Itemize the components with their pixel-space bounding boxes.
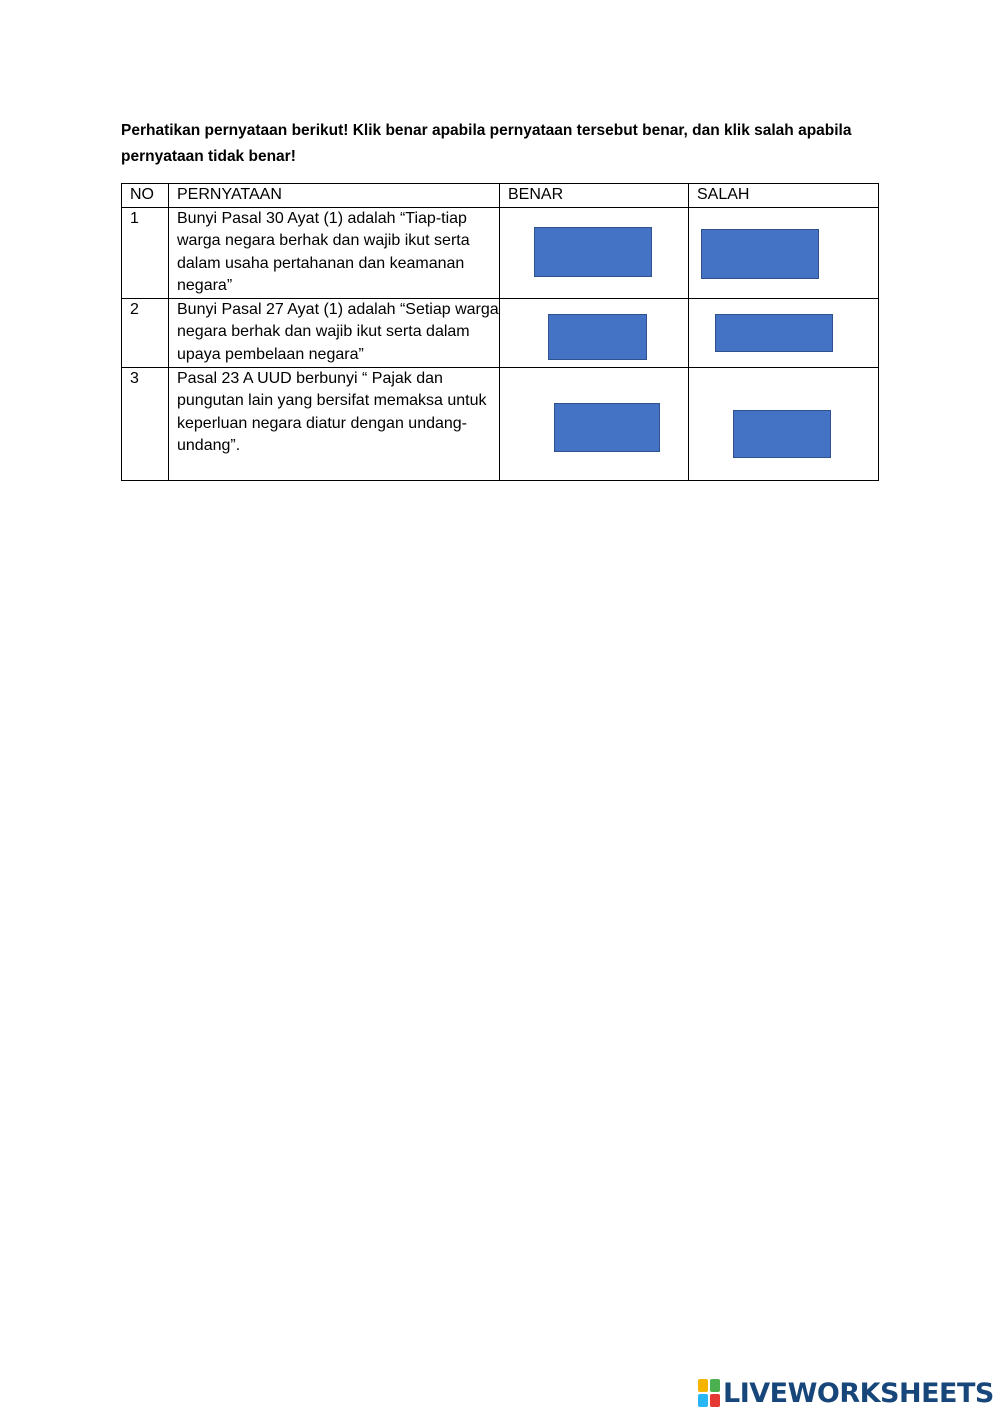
instruction-text: Perhatikan pernyataan berikut! Klik benar apabila pernyataan tersebut benar, dan klik salah apabila pernyataan tidak benar! bbox=[121, 122, 852, 165]
true-cell bbox=[500, 367, 689, 480]
false-answer-box[interactable] bbox=[715, 314, 833, 352]
false-cell bbox=[689, 367, 879, 480]
statement-text: Pasal 23 A UUD berbunyi “ Pajak dan pungutan lain yang bersifat memaksa untuk keperluan negara diatur dengan undang-undang”. bbox=[169, 367, 500, 480]
table-header-row bbox=[122, 184, 879, 208]
statement-text: Bunyi Pasal 30 Ayat (1) adalah “Tiap-tiap warga negara berhak dan wajib ikut serta dalam usaha pertahanan dan keamanan negara” bbox=[169, 207, 500, 298]
header-false: SALAH bbox=[689, 184, 879, 208]
false-answer-box[interactable] bbox=[733, 410, 831, 458]
false-cell bbox=[689, 207, 879, 298]
statement-table bbox=[121, 183, 879, 481]
logo-text: LIVEWORKSHEETS bbox=[723, 1377, 994, 1409]
true-cell bbox=[500, 298, 689, 367]
table-row bbox=[122, 207, 879, 298]
table-row bbox=[122, 298, 879, 367]
liveworksheets-logo-icon bbox=[698, 1379, 720, 1407]
true-answer-box[interactable] bbox=[548, 314, 647, 360]
header-statement: PERNYATAAN bbox=[169, 184, 500, 208]
liveworksheets-logo bbox=[698, 1377, 994, 1409]
false-answer-box[interactable] bbox=[701, 229, 819, 279]
false-cell bbox=[689, 298, 879, 367]
table-row bbox=[122, 367, 879, 480]
true-cell bbox=[500, 207, 689, 298]
row-number: 2 bbox=[122, 298, 169, 367]
row-number: 3 bbox=[122, 367, 169, 480]
row-number: 1 bbox=[122, 207, 169, 298]
header-no: NO bbox=[122, 184, 169, 208]
true-answer-box[interactable] bbox=[534, 227, 652, 277]
header-true: BENAR bbox=[500, 184, 689, 208]
true-answer-box[interactable] bbox=[554, 403, 660, 452]
statement-text: Bunyi Pasal 27 Ayat (1) adalah “Setiap warga negara berhak dan wajib ikut serta dalam upaya pembelaan negara” bbox=[169, 298, 500, 367]
